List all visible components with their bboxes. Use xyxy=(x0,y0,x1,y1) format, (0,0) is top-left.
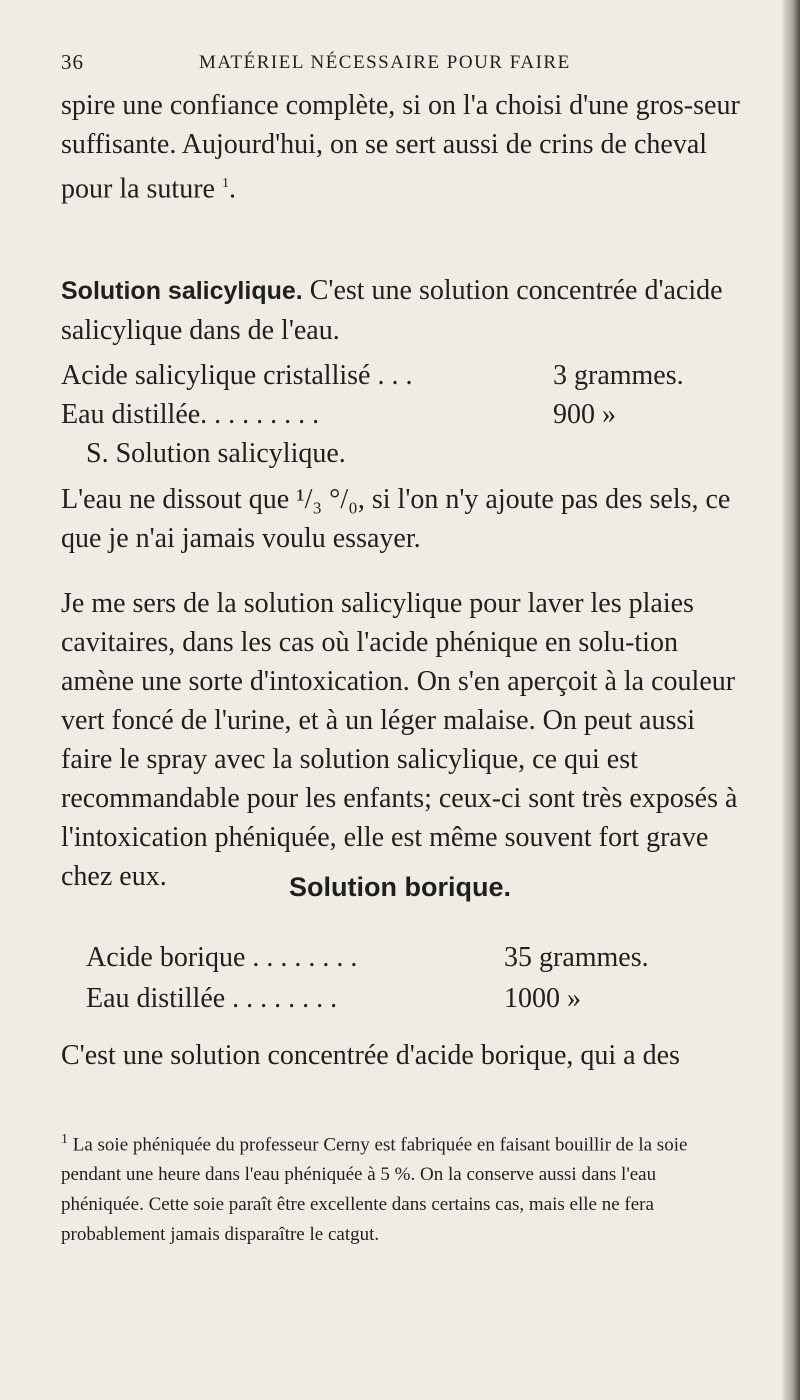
recipe2-amount-1: 35 grammes. xyxy=(504,942,649,973)
recipe1-signature: S. Solution salicylique. xyxy=(86,438,346,469)
recipe1-ingredient-2: Eau distillée. . . . . . . . . xyxy=(61,399,320,430)
paragraph-5: C'est une solution concentrée d'acide borique, qui a des xyxy=(61,1040,680,1071)
paragraph-2 xyxy=(61,271,741,350)
page-number: 36 xyxy=(61,50,84,74)
paragraph-1-end: . xyxy=(228,173,236,205)
recipe2-ingredient-2: Eau distillée . . . . . . . . xyxy=(86,983,338,1014)
paragraph-3: L'eau ne dissout que ¹/₃ °/₀, si l'on n'y ajoute pas des sels, ce que je n'ai jamais voulu essayer. xyxy=(61,484,731,554)
paragraph-4: Je me sers de la solution salicylique pour laver les plaies cavitaires, dans les cas où l'acide phénique en solu-tion amène une sorte d'intoxication. On s'en aperçoit à la couleur vert foncé de l'urine, et à un léger malaise. On peut aussi faire le spray avec la solution salicylique, ce qui est recommandable pour les enfants; ceux-ci sont très exposés à l'intoxication phéniquée, elle est même souvent fort grave chez eux. xyxy=(61,588,738,892)
footnote-text: La soie phéniquée du professeur Cerny est fabriquée en faisant bouillir de la soie pendant une heure dans l'eau phéniquée à 5 %. On la conserve aussi dans l'eau phéniquée. Cette soie paraît être excellente dans certains cas, mais elle ne fera probablement jamais disparaître le catgut. xyxy=(61,1134,688,1246)
recipe1-ingredient-1: Acide salicylique cristallisé . . . xyxy=(61,360,413,391)
running-title: MATÉRIEL NÉCESSAIRE POUR FAIRE xyxy=(199,52,571,73)
recipe1-amount-1: 3 grammes. xyxy=(553,360,684,391)
footnote-marker: 1 xyxy=(61,1132,68,1147)
section-title-salicylique: Solution salicylique. xyxy=(61,277,303,305)
paragraph-2-text: C'est une solution concentrée d'acide salicylique dans de l'eau. xyxy=(61,275,723,346)
section-heading-borique: Solution borique. xyxy=(289,872,511,902)
recipe2-ingredient-1: Acide borique . . . . . . . . xyxy=(86,942,358,973)
page-edge-shadow xyxy=(782,0,800,1400)
paragraph-1 xyxy=(61,86,741,208)
footnote xyxy=(61,1125,741,1250)
recipe2-amount-2: 1000 » xyxy=(504,983,581,1014)
footnote-ref: 1 xyxy=(221,176,229,191)
recipe1-amount-2: 900 » xyxy=(553,399,616,430)
paragraph-1-text: spire une confiance complète, si on l'a choisi d'une gros-seur suffisante. Aujourd'hui, on se sert aussi de crins de cheval pour la suture xyxy=(61,90,740,205)
